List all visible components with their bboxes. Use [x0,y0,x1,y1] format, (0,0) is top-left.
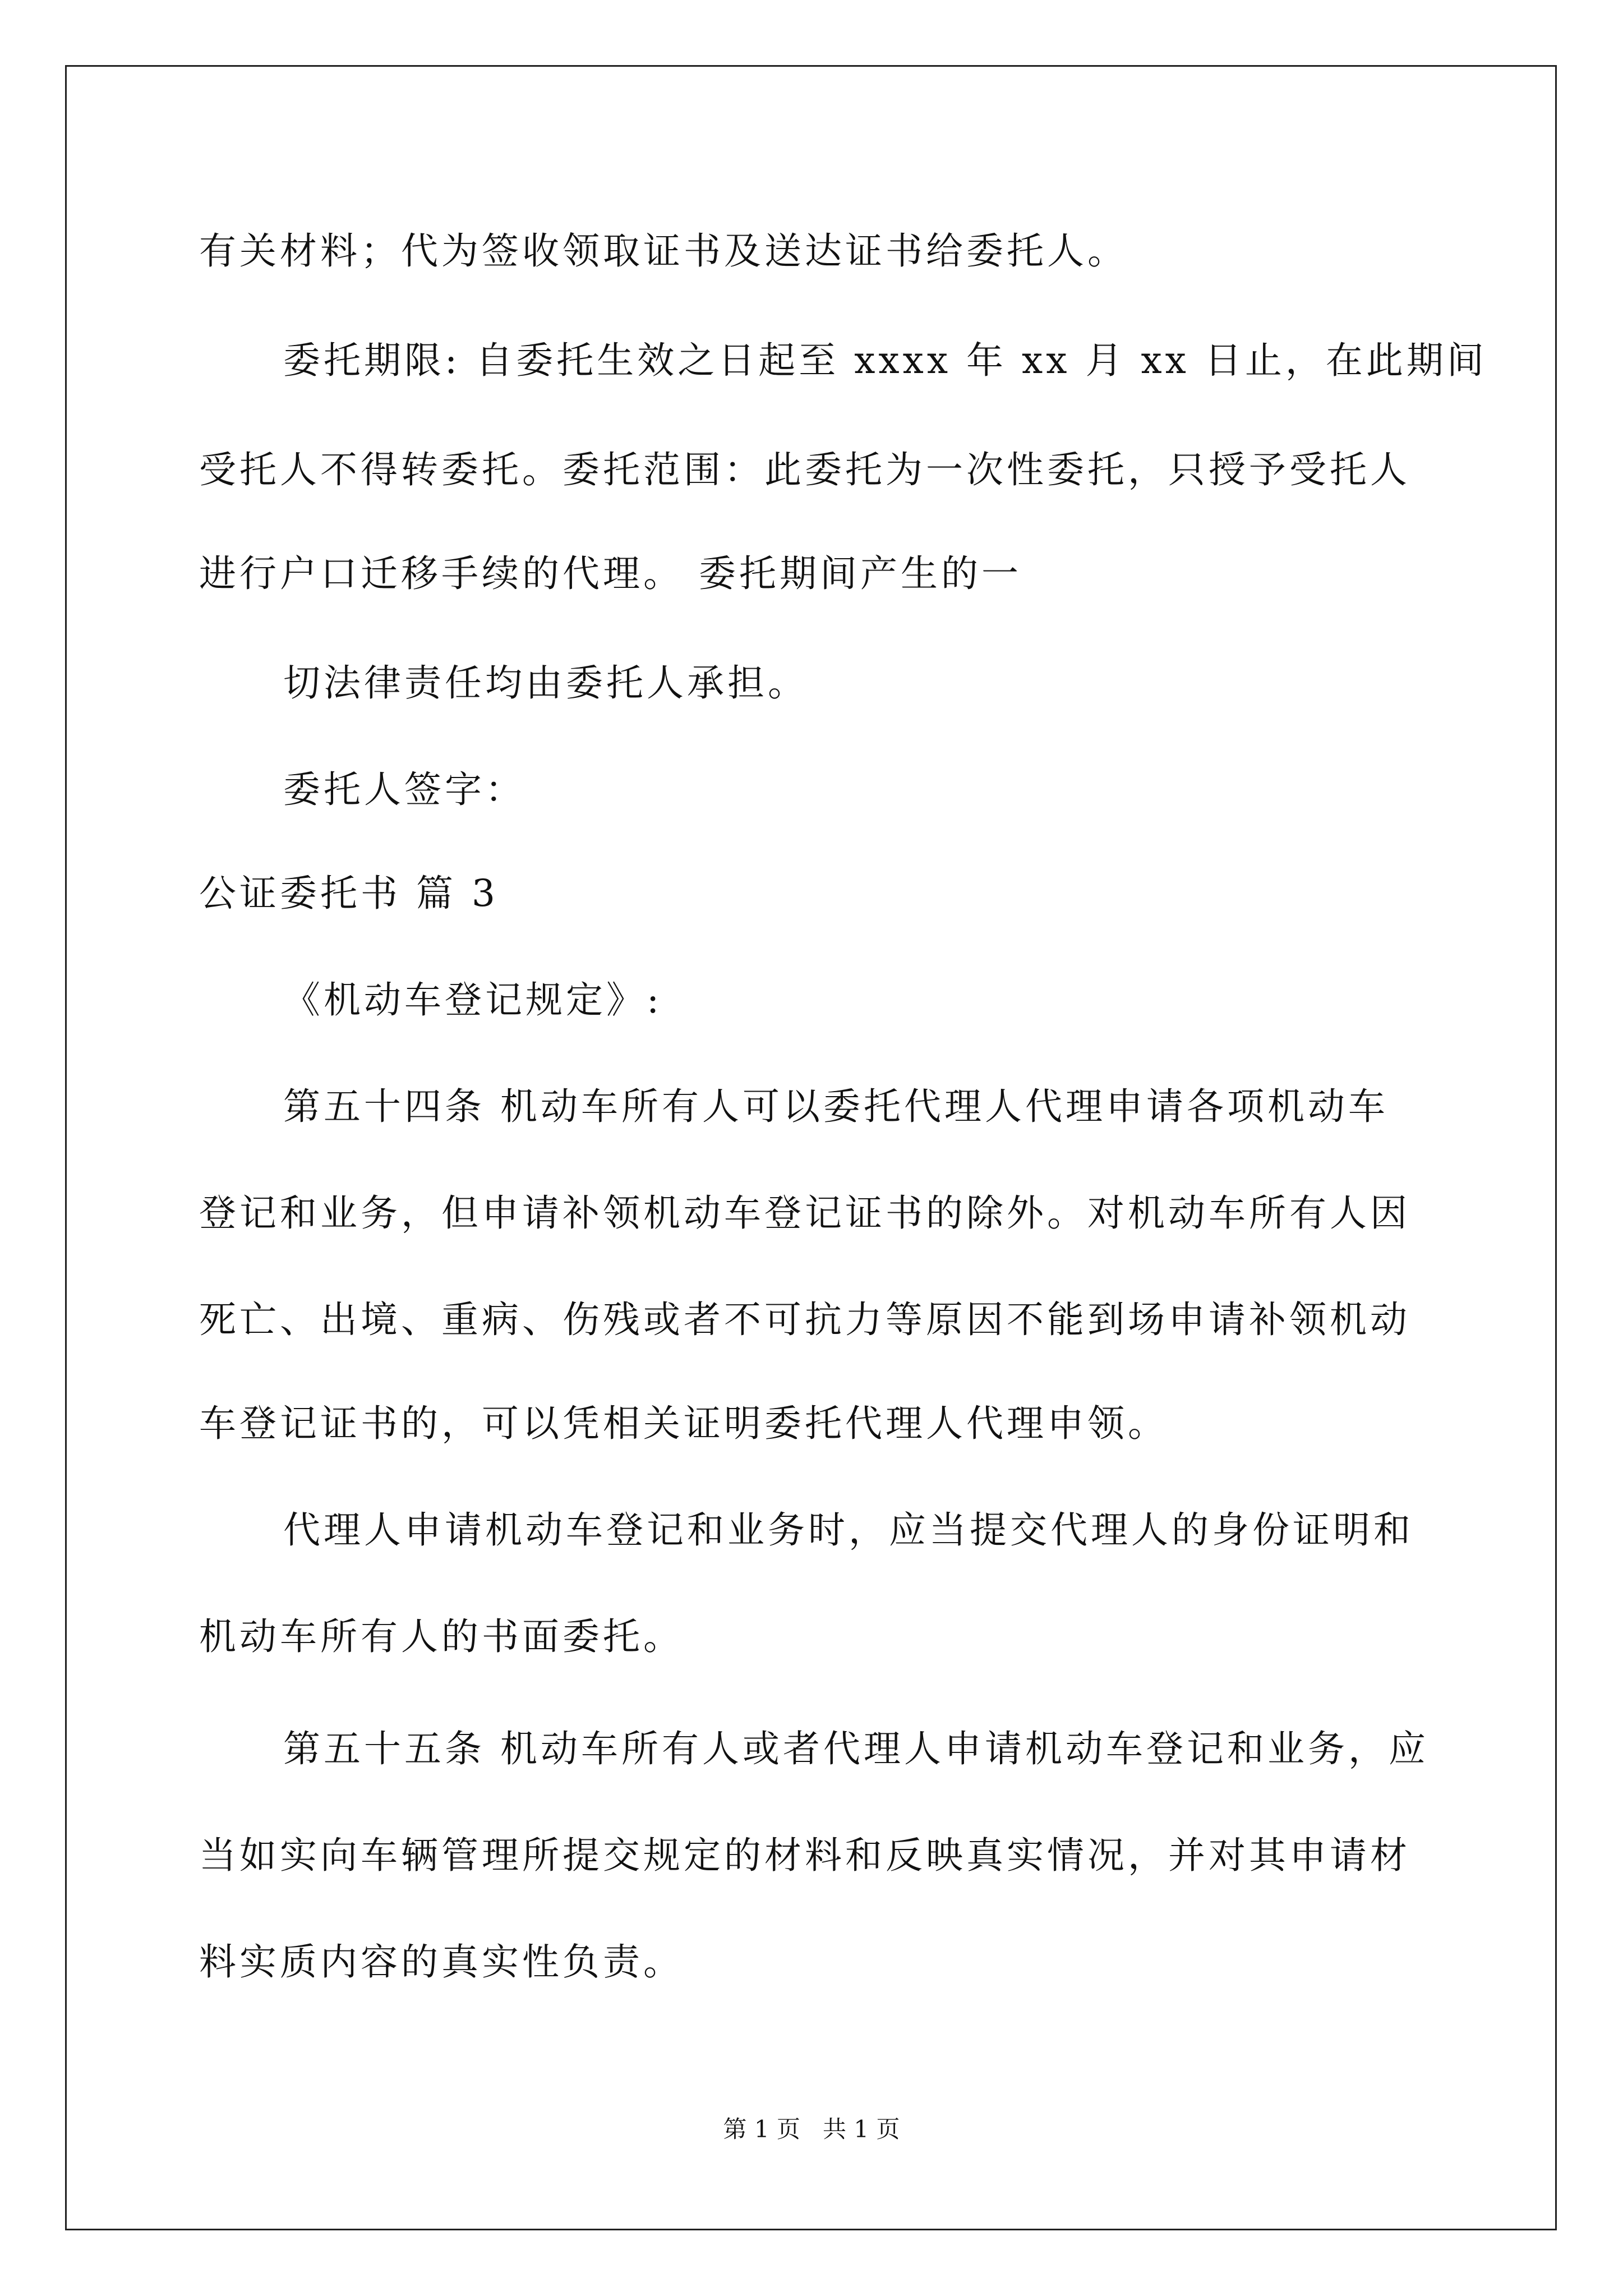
body-line: 有关材料；代为签收领取证书及送达证书给委托人。 [199,229,1128,273]
body-line: 委托人签字： [283,768,525,811]
body-line: 切法律责任均由委托人承担。 [283,661,808,705]
body-line: 第五十五条 机动车所有人或者代理人申请机动车登记和业务，应 [283,1727,1429,1770]
body-line: 死亡、出境、重病、伤残或者不可抗力等原因不能到场申请补领机动 [199,1298,1410,1341]
section-heading: 公证委托书 篇 3 [199,872,499,915]
page-number-footer: 第 1 页 共 1 页 [723,2115,900,2143]
body-line: 委托期限: 自委托生效之日起至 xxxx 年 xx 月 xx 日止，在此期间 [283,339,1487,382]
body-line: 进行户口迁移手续的代理。 委托期间产生的一 [199,552,1022,595]
body-line: 登记和业务，但申请补领机动车登记证书的除外。对机动车所有人因 [199,1191,1410,1235]
page-border [65,65,1557,2230]
body-line: 车登记证书的，可以凭相关证明委托代理人代理申领。 [199,1402,1168,1445]
body-line: 受托人不得转委托。委托范围：此委托为一次性委托，只授予受托人 [199,448,1410,491]
body-line: 《机动车登记规定》: [283,978,663,1022]
body-line: 代理人申请机动车登记和业务时，应当提交代理人的身份证明和 [283,1508,1414,1552]
body-line: 第五十四条 机动车所有人可以委托代理人代理申请各项机动车 [283,1085,1389,1128]
body-line: 料实质内容的真实性负责。 [199,1940,684,1984]
body-line: 当如实向车辆管理所提交规定的材料和反映真实情况，并对其申请材 [199,1834,1410,1877]
body-line: 机动车所有人的书面委托。 [199,1615,684,1658]
